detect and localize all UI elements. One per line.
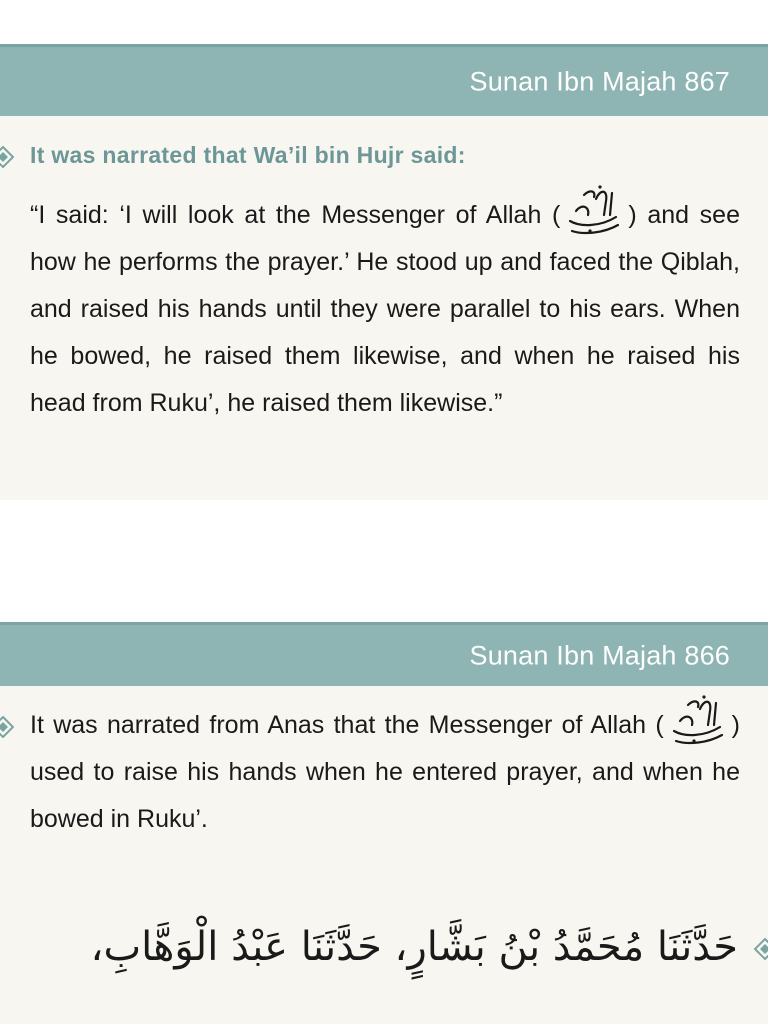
hadith-arabic-text: حَدَّثَنَا مُحَمَّدُ بْنُ بَشَّارٍ، حَدَّثَنَا عَبْدُ الْوَهَّابِ، bbox=[90, 924, 738, 970]
ornament-marker-icon bbox=[0, 146, 14, 168]
hadith-reference-title: Sunan Ibn Majah 867 bbox=[469, 66, 730, 96]
hadith-text-part: “I said: ‘I will look at the Messenger of Allah ( bbox=[30, 201, 561, 229]
ornament-marker-icon bbox=[0, 716, 14, 738]
hadith-reference-bar bbox=[0, 44, 768, 116]
hadith-reference-bar bbox=[0, 622, 768, 686]
hadith-text-part: ) and see how he performs the prayer.’ He stood up and faced the Qiblah, and raised his hands until they were parallel to his ears. When he bowed, he raised them likewise, and when he raised his head from Ruku’, he raised them likewise.” bbox=[30, 201, 740, 417]
hadith-english-text bbox=[30, 702, 740, 843]
hadith-reference-title: Sunan Ibn Majah 866 bbox=[469, 640, 730, 670]
salawat-calligraphy-icon bbox=[664, 703, 732, 743]
hadith-text-part: It was narrated from Anas that the Messenger of Allah ( bbox=[30, 711, 664, 739]
hadith-text-part: ) used to raise his hands when he entered prayer, and when he bowed in Ruku’. bbox=[30, 711, 740, 833]
hadith-english-text bbox=[30, 192, 740, 427]
salawat-calligraphy-icon bbox=[560, 193, 628, 233]
narrator-heading: It was narrated that Wa’il bin Hujr said: bbox=[30, 142, 466, 168]
hadith-card bbox=[0, 116, 768, 500]
hadith-card bbox=[0, 686, 768, 1024]
ornament-marker-icon bbox=[754, 938, 768, 960]
